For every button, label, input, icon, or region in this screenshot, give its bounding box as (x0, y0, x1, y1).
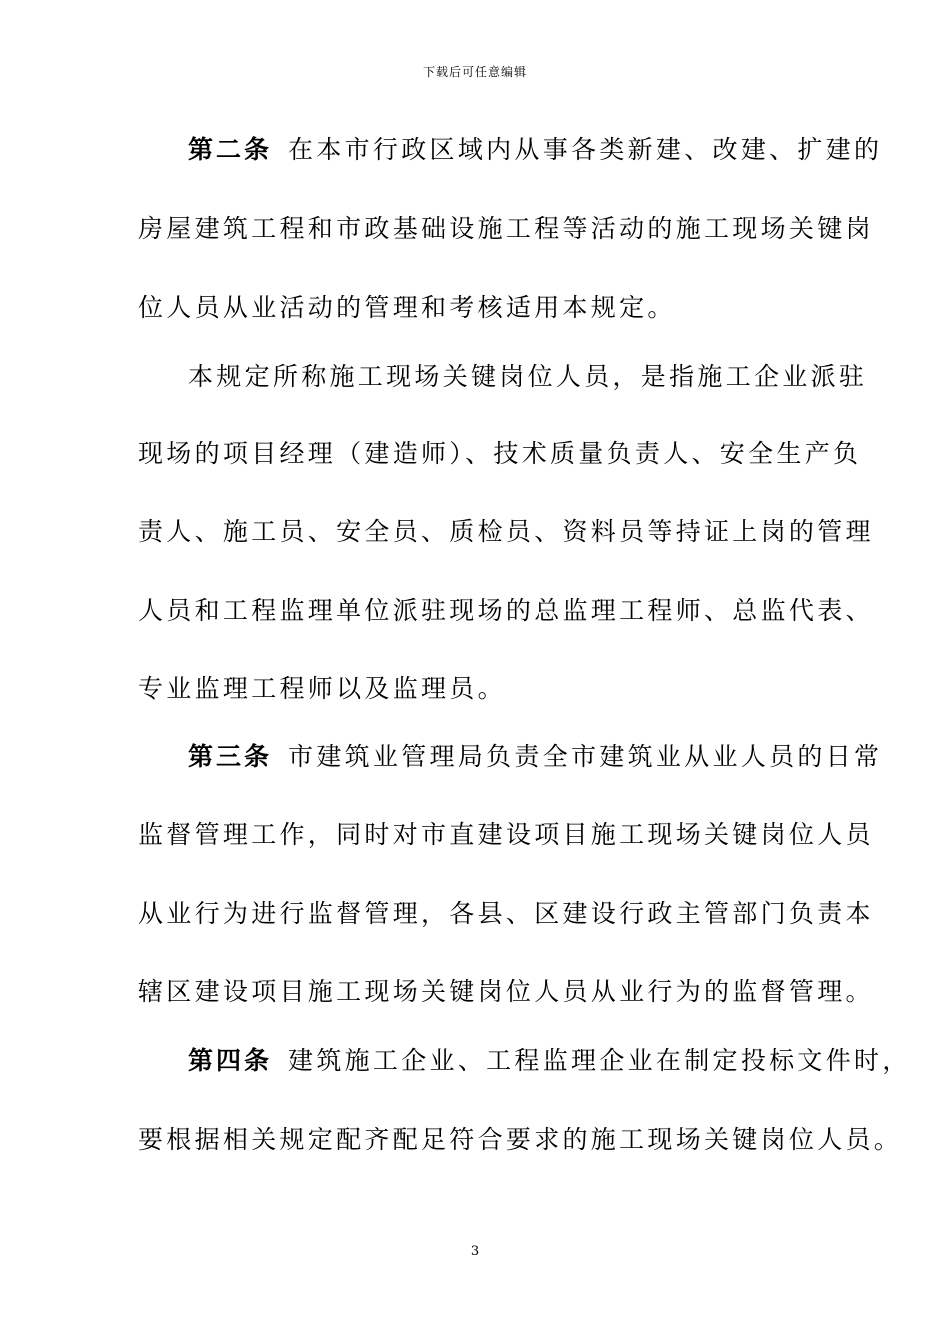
definition-line-3: 责人、施工员、安全员、质检员、资料员等持证上岗的管理 (138, 517, 874, 546)
article-3-line-1 (188, 740, 888, 774)
article-2-line-1 (188, 133, 888, 167)
definition-line-2: 现场的项目经理（建造师）、技术质量负责人、安全生产负 (138, 439, 862, 468)
definition-line-5: 专业监理工程师以及监理员。 (138, 674, 506, 703)
article-3-line-4: 辖区建设项目施工现场关键岗位人员从业行为的监督管理。 (138, 977, 874, 1006)
article-3-line-2: 监督管理工作，同时对市直建设项目施工现场关键岗位人员 (138, 820, 874, 849)
article-2-line-2: 房屋建筑工程和市政基础设施工程等活动的施工现场关键岗 (138, 214, 874, 243)
article-3-text-1: 市建筑业管理局负责全市建筑业从业人员的日常 (288, 742, 883, 771)
article-2-label: 第二条 (188, 135, 273, 164)
article-3-line-3: 从业行为进行监督管理，各县、区建设行政主管部门负责本 (138, 899, 874, 928)
article-2-text-1: 在本市行政区域内从事各类新建、改建、扩建的 (288, 135, 883, 164)
page-header: 下载后可任意编辑 (422, 65, 527, 79)
definition-line-1: 本规定所称施工现场关键岗位人员，是指施工企业派驻 (188, 362, 868, 391)
page-number: 3 (470, 1244, 480, 1259)
article-4-line-2: 要根据相关规定配齐配足符合要求的施工现场关键岗位人员。 (138, 1125, 903, 1154)
article-3-label: 第三条 (188, 742, 273, 771)
article-2-line-3: 位人员从业活动的管理和考核适用本规定。 (138, 293, 676, 322)
article-4-label: 第四条 (188, 1046, 273, 1075)
definition-line-4: 人员和工程监理单位派驻现场的总监理工程师、总监代表、 (138, 596, 874, 625)
article-4-line-1 (188, 1044, 911, 1078)
article-4-text-1: 建筑施工企业、工程监理企业在制定投标文件时， (288, 1046, 911, 1075)
